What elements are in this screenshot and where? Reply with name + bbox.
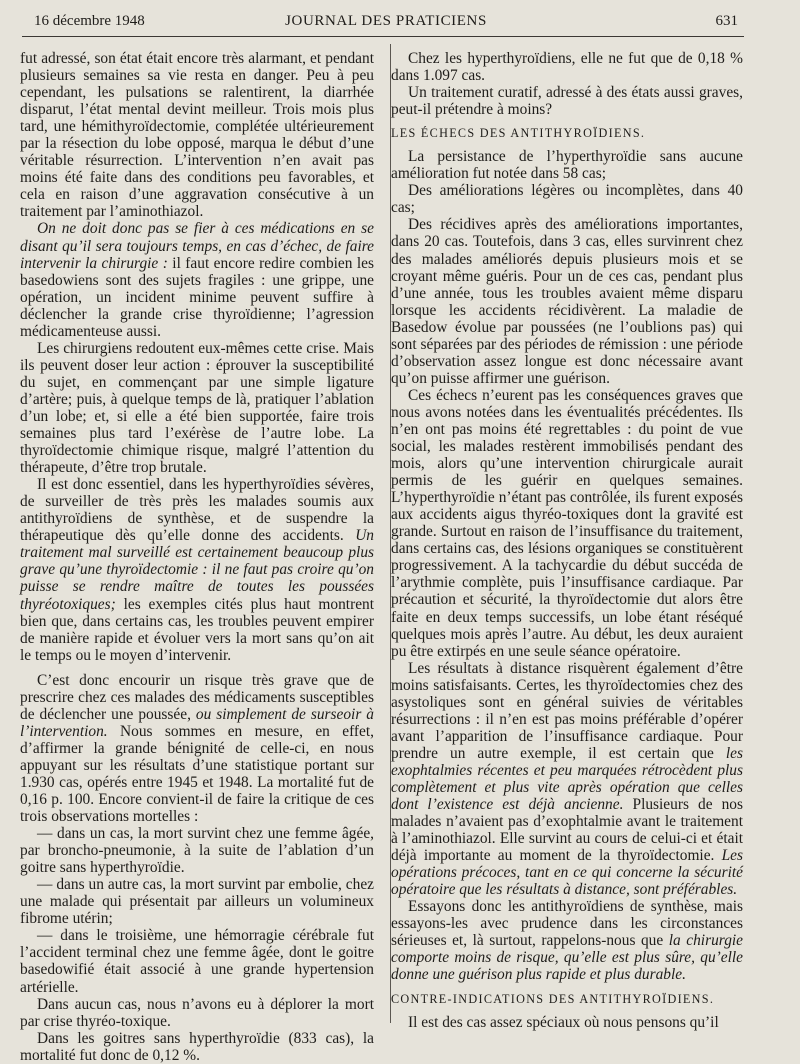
section-heading: LES ÉCHECS DES ANTITHYROÏDIENS. (391, 126, 646, 141)
italic-text: Les opérations précoces, tant en ce qui concerne la sécurité opératoire que les résultats à distance, sont préférables. (391, 847, 743, 899)
paragraph (391, 387, 743, 660)
paragraph-text: Des récidives après des améliorations importantes, dans 20 cas. Toutefois, dans 3 cas, elles survinrent chez des malades améliorés depuis plusieurs mois et se croyant même guéris. Pour un de ces cas, pendant plus d’une année, tous les troubles avaient même disparu lorsque les accidents récidivèrent. La maladie de Basedow évolue par poussées (ne l’oublions pas) qui sont séparées par des périodes de rémission : une période d’observation assez longue est donc nécessaire avant qu’on puisse affirmer une guérison. (391, 216, 743, 387)
list-paragraph (20, 825, 374, 876)
paragraph-text: Des améliorations légères ou incomplètes, dans 40 cas; (391, 182, 743, 217)
paragraph-text: C’est donc encourir un risque très grave que de prescrire chez ces malades des médicaments susceptibles de déclencher une poussée, (20, 671, 374, 723)
paragraph (391, 1014, 743, 1031)
paragraph-text: Ces échecs n’eurent pas les conséquences graves que nous avons notées dans les éventualités précédentes. Ils n’en ont pas moins été regrettables : du point de vue social, les malades restèrent immobilisés pendant des mois, alors qu’une intervention chirurgicale aurait permis de les guérir en quelques semaines. L’hyperthyroïdie n’étant pas contrôlée, ils furent exposés aux accidents aigus thyréo-toxiques dont la gravité est grande. Surtout en raison de l’insuffisance du traitement, dans certains cas, des lésions organiques se constituèrent progressivement. A la tachycardie du début succéda de l’arythmie complète, puis l’insuffisance cardiaque. Par précaution et sécurité, la thyroïdectomie dut alors être faite en deux temps successifs, un lobe étant réséqué quelques mois après l’autre. Au début, les deux auraient pu être extirpés en une seule séance opératoire. (391, 386, 743, 660)
left-column (20, 50, 374, 1064)
paragraph (20, 50, 374, 220)
paragraph (391, 84, 743, 118)
paragraph-text: — dans un cas, la mort survint chez une femme âgée, par broncho-pneumonie, à la suite de l’ablation d’un goitre sans hyperthyroïdie. (20, 825, 374, 877)
paragraph-text: Il est des cas assez spéciaux où nous pensons qu’il (408, 1013, 719, 1031)
paragraph-gap (20, 664, 374, 672)
paragraph-text: Plusieurs de nos malades n’avaient pas d’exophtalmie avant le traitement à l’aminothiazol. Elle survint au cours de celui-ci et était déjà importante au moment de la thyroïdectomie. (391, 796, 743, 865)
paragraph-text: Essayons donc les antithyroïdiens de synthèse, mais essayons-les avec prudence dans les circonstances sérieuses et, là surtout, rappelons-nous que (391, 898, 743, 950)
page-number: 631 (715, 13, 738, 29)
paragraph-text: Un traitement curatif, adressé à des états aussi graves, peut-il prétendre à moins? (391, 84, 743, 119)
paragraph (391, 148, 743, 182)
header-rule (22, 36, 744, 37)
list-paragraph (20, 927, 374, 995)
paragraph-text: fut adressé, son état était encore très alarmant, et pendant plusieurs semaines sa vie resta en danger. Peu à peu cependant, les pulsations se ralentirent, la diarrhée disparut, l’état mental devint meilleur. Trois mois plus tard, une hémithyroïdectomie, complétée ultérieurement par la résection du lobe opposé, marqua le début d’une véritable résurrection. L’intervention n’en avait pas moins été faite dans des conditions peu favorables, et cela en raison d’une aggravation consécutive à un traitement par l’aminothiazol. (20, 50, 374, 221)
header-date: 16 décembre 1948 (34, 13, 145, 29)
paragraph-text: Les chirurgiens redoutent eux-mêmes cette crise. Mais ils peuvent doser leur action : éprouver la susceptibilité du sujet, en commençant par une simple ligature d’artère; puis, à quelque temps de là, pratiquer l’ablation d’un lobe; et, si elle a été bien supportée, faire trois semaines plus tard l’exérèse de l’autre lobe. La thyroïdectomie chimique risque, malgré l’attention du thérapeute, d’être trop brutale. (20, 339, 374, 477)
paragraph-text: Dans les goitres sans hyperthyroïdie (833 cas), la mortalité fut donc de 0,12 %. (20, 1029, 374, 1064)
italic-text: la chirurgie comporte moins de risque, qu’elle est plus sûre, qu’elle donne une guérison plus rapide et plus durable. (391, 932, 743, 984)
paragraph-text: les exemples cités plus haut montrent bien que, dans certains cas, les troubles peuvent empirer de manière rapide et évoluer vers la mort sans qu’on ait le temps ou le moyen d’intervenir. (20, 595, 374, 664)
italic-text: Un traitement mal surveillé est certainement beaucoup plus grave qu’une thyroïdectomie : il ne faut pas croire qu’on puisse se rendre maître de toutes les poussées thyréotoxiques; (20, 527, 374, 613)
paragraph-text: Il est donc essentiel, dans les hyperthyroïdies sévères, de surveiller de très près les malades soumis aux antithyroïdiens de synthèse, et de suspendre la thérapeutique dès qu’elle donne des accidents. (20, 476, 374, 545)
italic-text: les exophtalmies récentes et peu marquées rétrocèdent plus complètement et plus vite après opération que celles dont l’existence est déjà ancienne. (391, 744, 743, 814)
paragraph-text: Nous sommes en mesure, en effet, d’affirmer la grande bénignité de celle-ci, en nous appuyant sur les résultats d’une statistique portant sur 1.930 cas, opérés entre 1945 et 1948. La mortalité fut de 0,16 p. 100. Encore convient-il de faire la critique de ces trois observations mortelles : (20, 722, 374, 826)
paragraph (391, 50, 743, 84)
paragraph (20, 476, 374, 664)
paragraph (20, 220, 374, 339)
list-paragraph (20, 876, 374, 927)
italic-text: On ne doit donc pas se fier à ces médications en se disant qu’il sera toujours temps, en cas d’échec, de faire intervenir la chirurgie : (20, 220, 374, 272)
journal-title: JOURNAL DES PRATICIENS (285, 13, 487, 29)
paragraph-text: il faut encore redire combien les basedowiens sont des sujets fragiles : une grippe, une opération, un incident minime peuvent suffire à déclencher la grande crise thyroïdienne; l’agression médicamenteuse aussi. (20, 254, 374, 340)
running-header (34, 10, 738, 32)
paragraph (391, 660, 743, 899)
paragraph-text: Chez les hyperthyroïdiens, elle ne fut que de 0,18 % dans 1.097 cas. (391, 50, 743, 85)
right-column (391, 50, 743, 1031)
paragraph-text: — dans le troisième, une hémorragie cérébrale fut l’accident terminal chez une femme âgée, dont le goitre basedowifié était associé à une grande hypertension artérielle. (20, 927, 374, 996)
paragraph (391, 182, 743, 216)
paragraph (391, 216, 743, 386)
paragraph (20, 340, 374, 476)
paragraph-text: La persistance de l’hyperthyroïdie sans aucune amélioration fut notée dans 58 cas; (391, 148, 743, 183)
paragraph (20, 996, 374, 1030)
paragraph (391, 898, 743, 983)
paragraph-text: Dans aucun cas, nous n’avons eu à déplorer la mort par crise thyréo-toxique. (20, 995, 374, 1030)
italic-text: ou simplement de surseoir à l’intervention. (20, 705, 375, 740)
paragraph (20, 1030, 374, 1064)
paragraph-text: — dans un autre cas, la mort survint par embolie, chez une malade qui présentait par ailleurs un volumineux fibrome utérin; (20, 876, 374, 928)
section-heading: CONTRE-INDICATIONS DES ANTITHYROÏDIENS. (391, 991, 715, 1006)
paragraph-text: Les résultats à distance risquèrent également d’être moins satisfaisants. Certes, les thyroïdectomies chez des asystoliques sont en général suivies de véritables résurrections : il n’en est pas moins préférable d’opérer avant l’apparition de l’insuffisance cardiaque. Pour prendre un autre exemple, il est certain que (391, 659, 743, 762)
paragraph (20, 672, 374, 825)
